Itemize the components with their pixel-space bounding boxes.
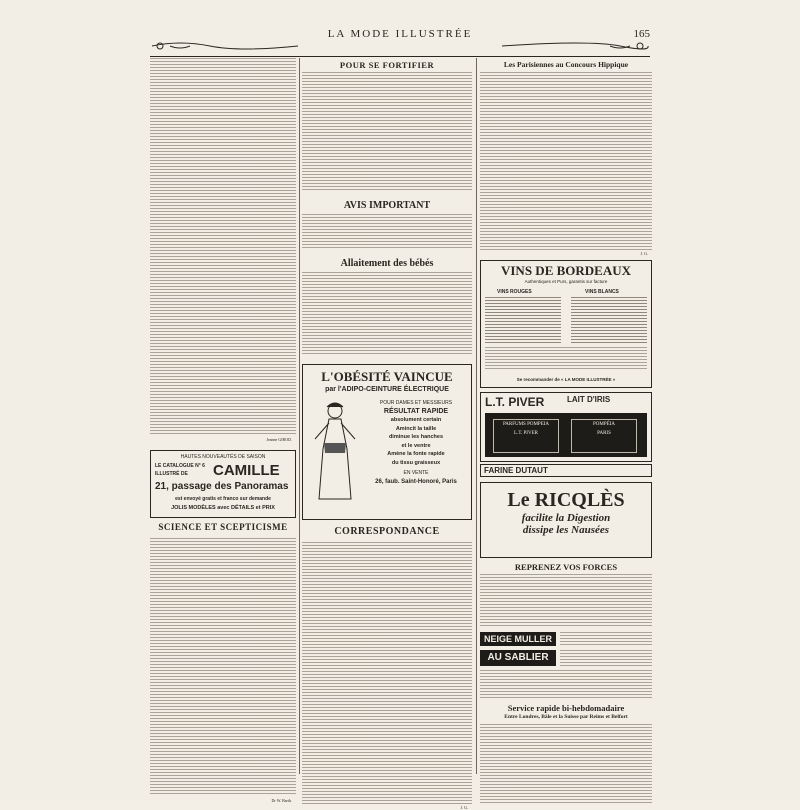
column-2 [302,58,472,810]
section-heading: SCIENCE ET SCEPTICISME [158,522,288,532]
ad-vins-bordeaux [480,260,652,388]
body-text [302,272,472,354]
ad-obesite [302,364,472,520]
header-rule [150,56,650,57]
running-title: LA MODE ILLUSTRÉE [327,28,473,40]
ad-piver [480,392,652,462]
section-heading: Service rapide bi-hebdomadaire [507,703,625,713]
section-heading: Allaitement des bébés [340,258,434,269]
column-rule [476,58,477,774]
ad-line: HAUTES NOUVEAUTÉS DE SAISON [180,454,266,460]
section-heading: REPRENEZ VOS FORCES [514,562,618,572]
price-list [485,297,561,343]
ad-line: EN VENTE [403,470,429,476]
ad-address: 26, faub. Saint-Honoré, Paris [375,478,457,485]
body-text [480,724,652,804]
perfume-label-image [485,413,647,457]
section-subheading: Entre Londres, Bâle et la Suisse par Reims et Belfort [504,714,628,720]
column-label: VINS ROUGES [497,289,532,295]
signature: J. G. [640,251,648,256]
ad-brand: CAMILLE [213,462,280,479]
body-text [150,58,296,434]
column-1 [150,58,296,803]
price-list [571,297,647,343]
ad-line: RÉSULTAT RAPIDE [383,407,449,415]
ad-text [560,632,652,646]
body-text [480,574,652,626]
woman-figure-icon [309,399,361,503]
body-text [480,670,652,698]
body-text [480,72,652,250]
ad-text [560,650,652,666]
signature: Dr W. Barth. [271,798,292,803]
ad-line: du tissu graisseux [391,459,441,466]
ad-subtitle: par l'ADIPO-CEINTURE ÉLECTRIQUE [325,386,449,393]
ad-line: POUR DAMES ET MESSIEURS [379,400,453,406]
ornament-right-icon [500,40,650,52]
label-text: PARIS [597,431,611,436]
section-heading: POUR SE FORTIFIER [339,60,435,70]
ad-camille [150,450,296,518]
ad-ricqles [480,482,652,558]
page-number: 165 [633,28,650,40]
signature: J. G. [460,805,468,810]
column-label: VINS BLANCS [585,289,619,295]
ad-line: absolument certain [390,417,442,423]
label-text: PARFUMS POMPEIA [502,422,550,427]
ad-aubain: AU SABLIER [480,650,556,666]
ad-line: et le ventre [401,442,431,449]
body-text [302,542,472,804]
label-text: L.T. PIVER [514,431,538,436]
body-text [150,538,296,796]
body-text [302,214,472,250]
ad-neige: NEIGE MULLER [480,632,556,646]
ad-line: est envoyé gratis et franco sur demande [175,496,271,502]
ad-product: LAIT D'IRIS [567,395,611,404]
ad-line: ILLUSTRÉ DE [155,471,188,477]
ad-brand: Le RICQLÈS [507,489,625,511]
ad-line: diminue les hanches [388,434,444,440]
ad-line: dissipe les Nausées [522,524,610,536]
ad-line: LE CATALOGUE N° 6 [155,463,205,469]
ad-footer: Se recommander de « LA MODE ILLUSTRÉE » [516,377,616,382]
ad-line: Amène la fonte rapide [387,451,445,457]
ad-subtitle: Authentiques et Purs, garantis sur facture [524,279,608,284]
ad-brand: L.T. PIVER [485,395,545,409]
label-text: POMPÉIA [593,422,615,427]
ad-title: L'OBÉSITÉ VAINCUE [321,369,453,384]
signature: Jeanne GIROD. [266,437,292,442]
section-heading: AVIS IMPORTANT [343,200,431,211]
ad-line: Amincit la taille [395,425,437,432]
column-3 [480,58,652,774]
ad-farine: FARINE DUTAUT [480,464,652,477]
ornament-left-icon [150,40,300,52]
column-rule [299,58,300,774]
ad-address: 21, passage des Panoramas [155,481,289,492]
ad-title: VINS DE BORDEAUX [500,263,632,278]
section-heading: Les Parisiennes au Concours Hippique [503,60,629,69]
ad-line: JOLIS MODÈLES avec DÉTAILS et PRIX [171,505,275,511]
ad-text [485,347,647,371]
body-text [302,72,472,190]
section-heading: CORRESPONDANCE [334,526,440,537]
ad-line: facilite la Digestion [521,512,611,524]
